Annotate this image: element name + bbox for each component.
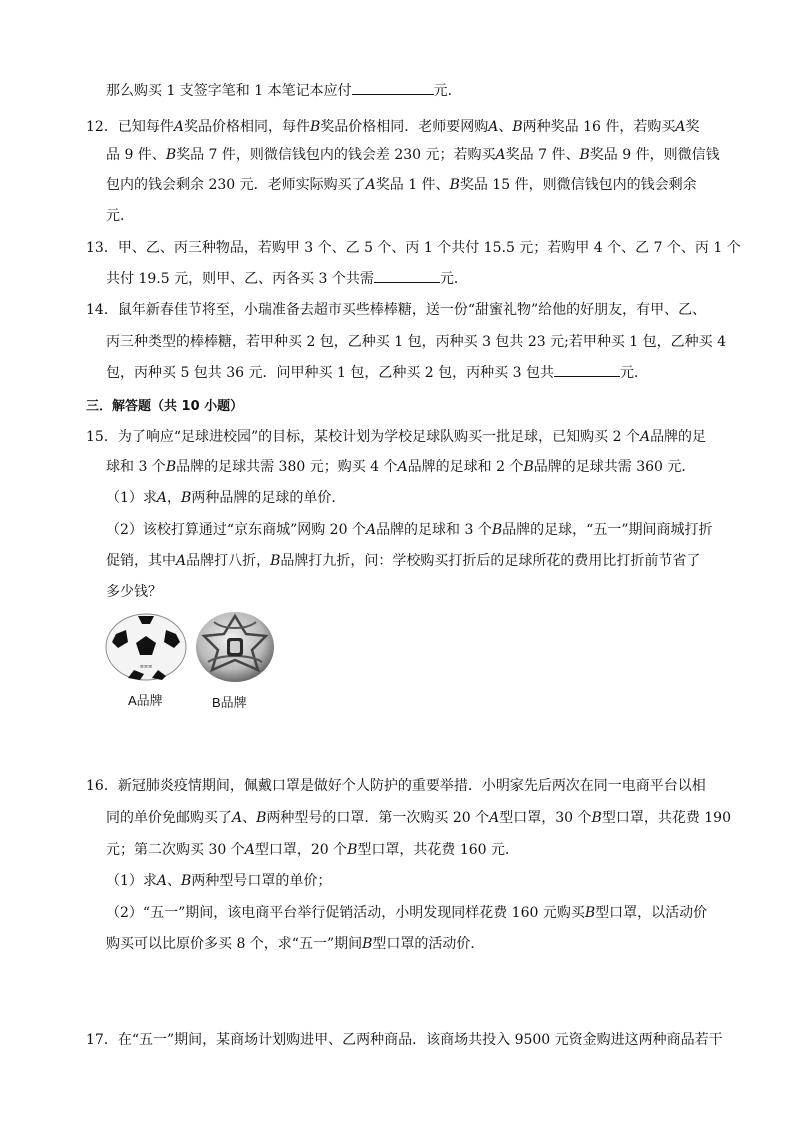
caption-brand-b: B品牌 xyxy=(212,695,247,710)
text-segment: 球和 3 个 xyxy=(106,459,166,475)
q16-line-3 xyxy=(106,840,519,860)
text-segment: 品牌的足球共需 360 元． xyxy=(533,459,696,475)
text-segment: A xyxy=(495,147,506,163)
text-segment: B xyxy=(309,119,321,135)
text-segment: 型口罩的活动价． xyxy=(372,936,485,952)
text-segment: （1）求 xyxy=(106,873,157,889)
text-segment: 品牌的足 xyxy=(650,429,707,445)
text-segment: （2）该校打算通过“京东商城”网购 20 个 xyxy=(106,522,366,538)
text-segment: 、 xyxy=(167,873,182,889)
q15-line-1 xyxy=(86,427,706,447)
text-segment: B xyxy=(256,810,267,826)
text-segment: B xyxy=(584,905,596,921)
q13-line-2 xyxy=(106,268,468,289)
q16-line-1: 16．新冠肺炎疫情期间，佩戴口罩是做好个人防护的重要举措．小明家先后两次在同一电商平台以相 xyxy=(86,778,706,794)
text-segment: A xyxy=(365,177,376,193)
text-segment: 奖品价格相同．老师要网购 xyxy=(320,119,489,135)
answer-blank-q13[interactable] xyxy=(374,268,440,283)
text-segment: 两种品牌的足球的单价． xyxy=(191,490,346,506)
text-segment: 两种奖品 16 件，若购买 xyxy=(522,119,676,135)
text-segment: A xyxy=(173,119,184,135)
text-segment: 购买可以比原价多买 8 个，求“五一”期间 xyxy=(106,936,363,952)
text-segment: B xyxy=(362,936,373,952)
q16-part-2-line-1 xyxy=(106,903,707,923)
text-segment: 元． xyxy=(619,365,648,381)
text-segment: 品牌打八折， xyxy=(186,553,271,569)
text-segment: 奖品 1 件、 xyxy=(375,177,450,193)
text-segment: 两种型号口罩的单价； xyxy=(191,873,332,889)
text-segment: A xyxy=(639,429,651,445)
q15-part-2-line-3: 多少钱？ xyxy=(106,584,162,600)
text-segment: 品牌的足球，“五一”期间商城打折 xyxy=(502,522,713,538)
text-segment: A xyxy=(675,119,686,135)
text-segment: 15．为了响应“足球进校园”的目标，某校计划为学校足球队购买一批足球，已知购买 2 个 xyxy=(86,429,640,445)
soccer-ball-b-image xyxy=(194,610,276,684)
q15-part-1 xyxy=(106,488,345,508)
q12-line-2 xyxy=(106,145,720,165)
text-segment: 12．已知每件 xyxy=(86,119,174,135)
q15-line-2 xyxy=(106,457,695,477)
caption-brand-a: A品牌 xyxy=(128,693,163,708)
text-segment: 、 xyxy=(242,810,257,826)
text-segment: 型口罩，以活动价 xyxy=(595,905,708,921)
text-segment: B xyxy=(579,147,590,163)
text-segment: 那么购买 1 支签字笔和 1 本笔记本应付 xyxy=(106,83,352,99)
text-segment: 品牌的足球和 2 个 xyxy=(407,459,524,475)
svg-text:≡≡≡: ≡≡≡ xyxy=(139,664,153,670)
q14-line-2: 丙三种类型的棒棒糖，若甲种买 2 包，乙种买 1 包，丙种买 3 包共 23 元;若甲种买 1 包，乙种买 4 xyxy=(106,334,727,350)
text-segment: B xyxy=(181,873,192,889)
q14-line-1: 14．鼠年新春佳节将至，小瑞准备去超市买些棒棒糖，送一份“甜蜜礼物”给他的好朋友，有甲、乙、 xyxy=(86,302,707,318)
text-segment: B xyxy=(449,177,460,193)
text-segment: B xyxy=(181,490,192,506)
text-segment: B xyxy=(270,553,281,569)
text-segment: 促销，其中 xyxy=(106,553,176,569)
text-segment: 包内的钱会剩余 230 元．老师实际购买了 xyxy=(106,177,366,193)
q16-part-1 xyxy=(106,871,331,891)
text-segment: 、 xyxy=(498,119,513,135)
text-segment: 品牌打九折，问：学校购买打折后的足球所花的费用比打折前节省了 xyxy=(280,553,701,569)
q13-line-1: 13．甲、乙、丙三种物品，若购甲 3 个、乙 5 个、丙 1 个共付 15.5 元；若购甲 4 个、乙 7 个、丙 1 个 xyxy=(86,240,741,256)
text-segment: ， xyxy=(167,490,182,506)
answer-blank-q11[interactable] xyxy=(352,80,434,95)
text-segment: A xyxy=(488,119,499,135)
text-segment: 奖品价格相同，每件 xyxy=(183,119,310,135)
text-segment: 元． xyxy=(106,208,134,224)
q15-part-2-line-2 xyxy=(106,551,700,571)
q16-part-2-line-2 xyxy=(106,934,484,954)
text-segment: B xyxy=(591,810,602,826)
text-segment: 同的单价免邮购买了 xyxy=(106,810,232,826)
text-segment: 奖品 7 件、 xyxy=(505,147,580,163)
text-segment: 品 9 件、 xyxy=(106,147,166,163)
text-segment: 奖品 15 件，则微信钱包内的钱会剩余 xyxy=(459,177,697,193)
text-segment: （1）求 xyxy=(106,490,157,506)
text-segment: 元． xyxy=(433,83,462,99)
q15-part-2-line-1 xyxy=(106,520,713,540)
answer-blank-q14[interactable] xyxy=(554,362,620,377)
soccer-ball-a-image xyxy=(104,612,188,682)
text-segment: （2）“五一”期间，该电商平台举行促销活动，小明发现同样花费 160 元购买 xyxy=(106,905,585,921)
q11-line xyxy=(106,80,462,101)
text-segment: 奖 xyxy=(685,119,700,135)
text-segment: A xyxy=(232,810,243,826)
q12-line-1 xyxy=(86,117,700,137)
text-segment: A xyxy=(397,459,408,475)
text-segment: 品牌的足球共需 380 元；购买 4 个 xyxy=(176,459,398,475)
text-segment: 共付 19.5 元，则甲、乙、丙各买 3 个共需 xyxy=(106,271,374,287)
text-segment: 两种型号的口罩．第一次购买 20 个 xyxy=(266,810,490,826)
text-segment: 奖品 7 件，则微信钱包内的钱会差 230 元；若购买 xyxy=(176,147,496,163)
q17-line-1: 17．在“五一”期间，某商场计划购进甲、乙两种商品．该商场共投入 9500 元资金购进这两种商品若干 xyxy=(86,1032,723,1048)
text-segment: 品牌的足球和 3 个 xyxy=(376,522,492,538)
text-segment: A xyxy=(244,842,255,858)
text-segment: B xyxy=(165,147,177,163)
q14-line-3 xyxy=(106,362,648,383)
text-segment: B xyxy=(523,459,534,475)
q12-line-3 xyxy=(106,175,697,195)
text-segment: 包，丙种买 5 包共 36 元．问甲种买 1 包，乙种买 2 包，丙种买 3 包共 xyxy=(106,365,554,381)
q12-line-4 xyxy=(106,206,134,226)
text-segment: A xyxy=(365,522,377,538)
text-segment: B xyxy=(512,119,523,135)
text-segment: A xyxy=(176,553,187,569)
text-segment: B xyxy=(165,459,177,475)
text-segment: 元；第二次购买 30 个 xyxy=(106,842,245,858)
text-segment: 型口罩，20 个 xyxy=(254,842,348,858)
text-segment: B xyxy=(347,842,358,858)
section-title: 三．解答题（共 10 小题） xyxy=(86,399,244,414)
text-segment: 型口罩，30 个 xyxy=(499,810,592,826)
text-segment: A xyxy=(489,810,500,826)
text-segment: 型口罩，共花费 160 元． xyxy=(357,842,520,858)
text-segment: 奖品 9 件，则微信钱 xyxy=(589,147,720,163)
text-segment: B xyxy=(491,522,503,538)
q16-line-2 xyxy=(106,808,731,828)
text-segment: A xyxy=(156,490,168,506)
text-segment: 元． xyxy=(439,271,468,287)
text-segment: A xyxy=(156,873,168,889)
text-segment: 型口罩，共花费 190 xyxy=(601,810,731,826)
